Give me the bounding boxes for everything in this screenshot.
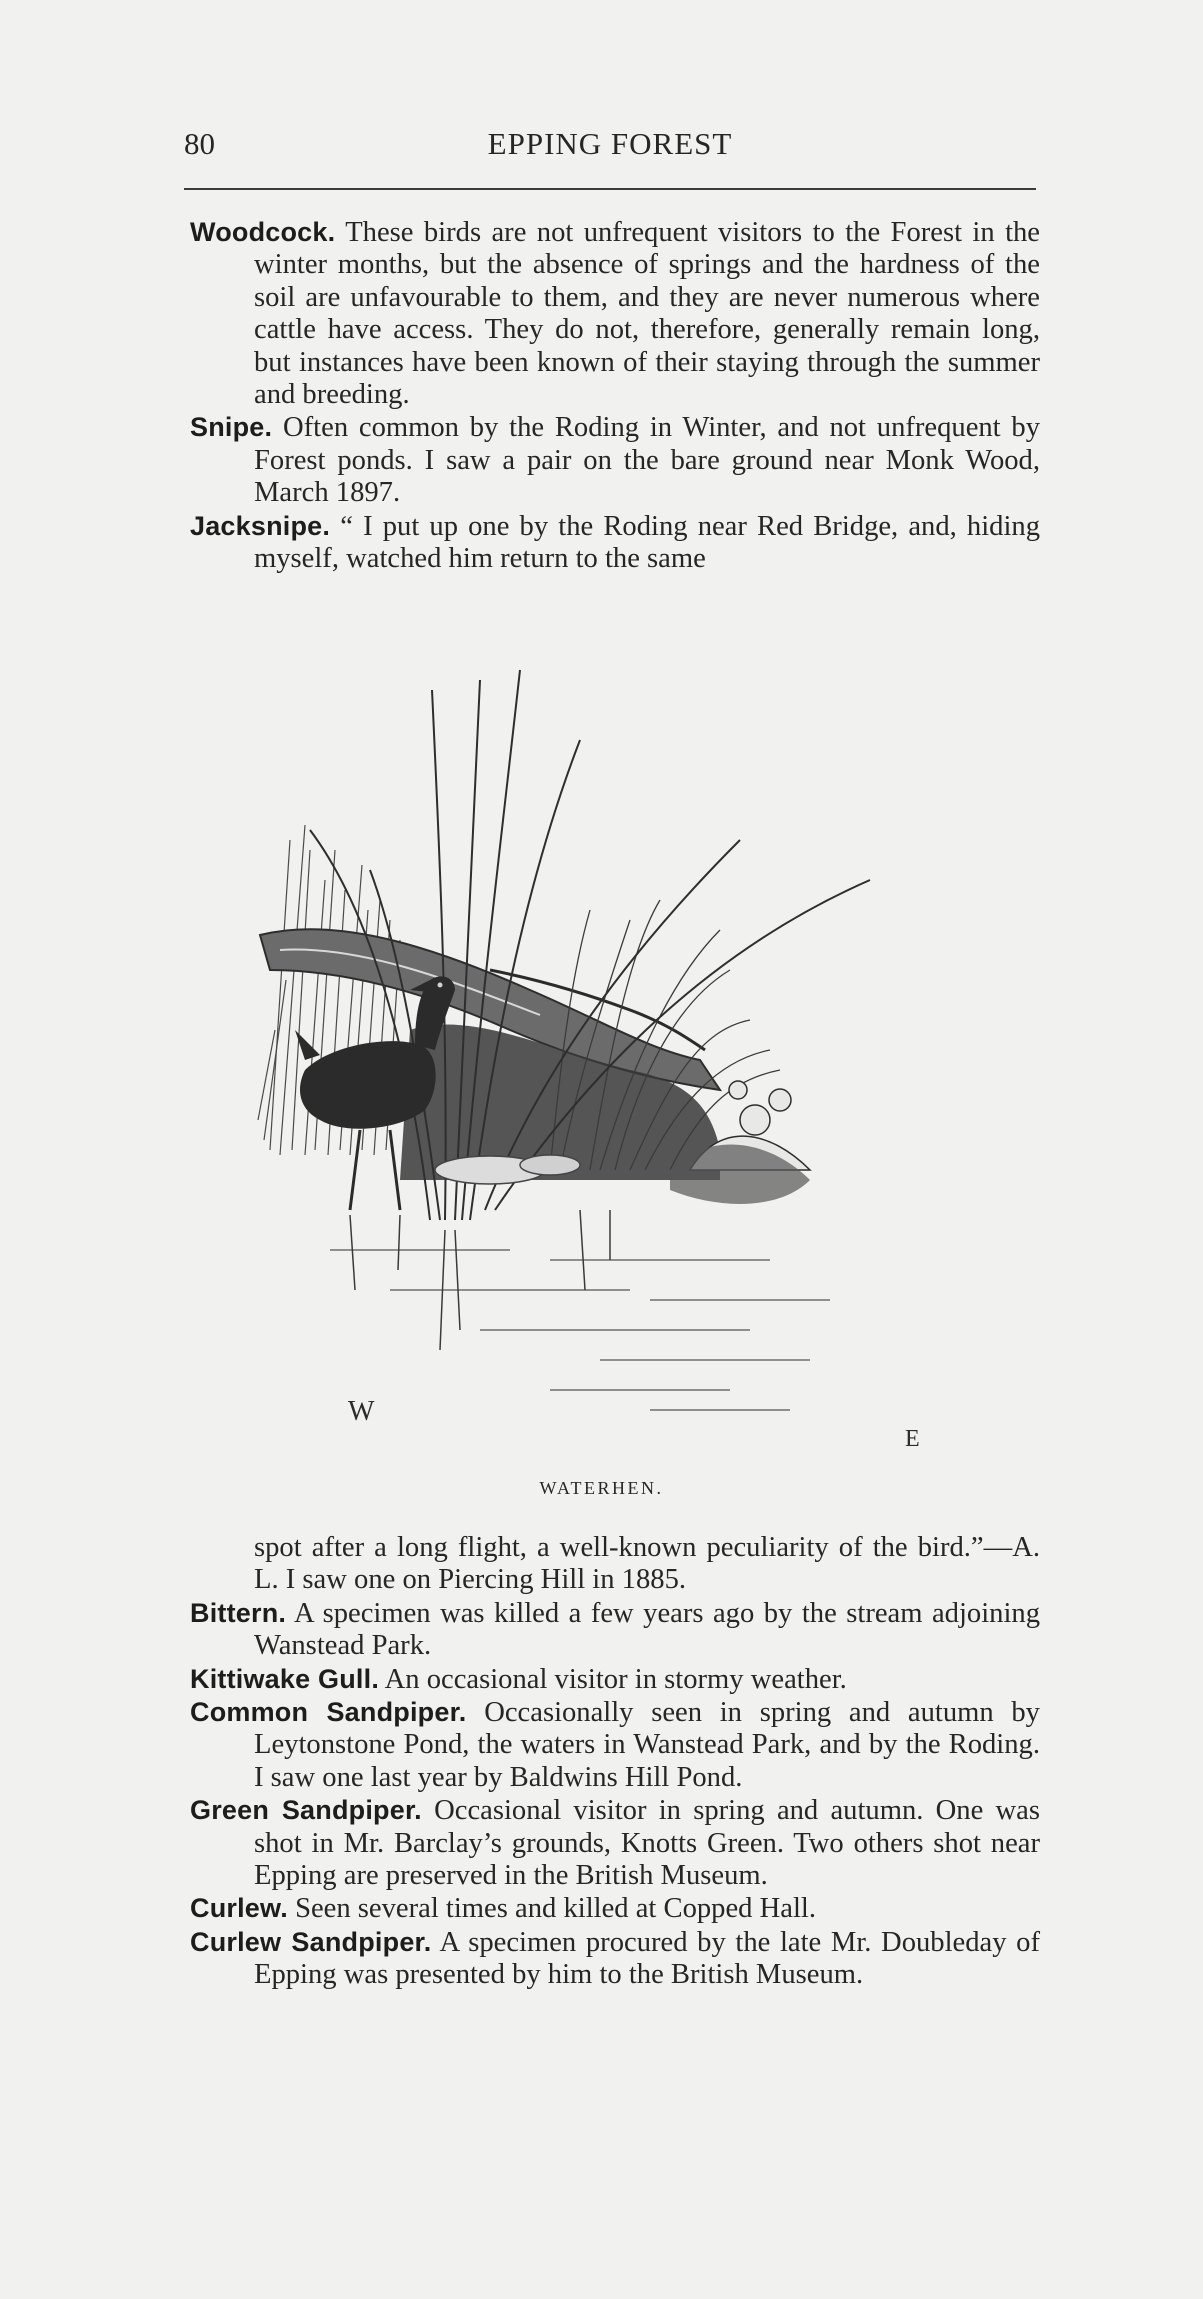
- running-title: EPPING FOREST: [487, 126, 733, 161]
- entry-term: Bittern.: [190, 1597, 287, 1628]
- entry-text: These birds are not unfrequent visitors to the Forest in the winter months, but the absence of springs and the hardness of the soil are unfavourable to them, and they are never numerous where cattle have access. They do not, therefore, generally remain long, but instances have been known of their staying through the summer and breeding.: [254, 217, 1040, 411]
- entry-text: Often common by the Roding in Winter, and not unfrequent by Forest ponds. I saw a pair on the bare ground near Monk Wood, March 1897.: [254, 412, 1041, 509]
- entry-term: Green Sandpiper.: [190, 1795, 422, 1826]
- entry-text: spot after a long flight, a well-known peculiarity of the bird.”—A. L. I saw one on Piercing Hill in 1885.: [254, 1532, 1040, 1596]
- svg-text:W: W: [348, 1396, 375, 1427]
- entry-jacksnipe: [190, 510, 1040, 576]
- entry-bittern: [190, 1597, 1040, 1663]
- header-rule: [184, 188, 1036, 190]
- entry-term: Curlew Sandpiper.: [190, 1926, 432, 1957]
- entry-text: A specimen was killed a few years ago by the stream adjoining Wanstead Park.: [254, 1597, 1040, 1662]
- entry-term: Woodcock.: [190, 217, 336, 247]
- entry-curlew-sandpiper: [190, 1926, 1040, 1992]
- entry-term: Jacksnipe.: [190, 510, 331, 541]
- waterhen-illustration: [250, 650, 980, 1470]
- entry-text: A specimen procured by the late Mr. Doubleday of Epping was presented by him to the British Museum.: [254, 1926, 1040, 1991]
- entry-term: Common Sandpiper.: [190, 1697, 467, 1728]
- page-number: 80: [184, 126, 215, 161]
- entry-term: Curlew.: [190, 1893, 288, 1924]
- entry-curlew: [190, 1892, 1040, 1925]
- entry-text: Occasional visitor in spring and autumn. One was shot in Mr. Barclay’s grounds, Knotts Green. Two others shot near Epping are preserved in the British Museum.: [254, 1795, 1040, 1892]
- entries-bottom: [190, 1532, 1040, 1992]
- entry-term: Kittiwake Gull.: [190, 1663, 380, 1694]
- entries-top: [190, 216, 1040, 575]
- entry-text: Seen several times and killed at Copped Hall.: [295, 1893, 816, 1925]
- entry-term: Snipe.: [190, 412, 273, 443]
- figure-caption: WATERHEN.: [539, 1478, 664, 1498]
- entry-green-sandpiper: [190, 1794, 1040, 1892]
- entry-woodcock: [190, 216, 1040, 411]
- running-head: [184, 126, 1036, 170]
- svg-text:E: E: [905, 1426, 920, 1452]
- entry-text: Occasionally seen in spring and autumn by Leytonstone Pond, the waters in Wanstead Park, and by the Roding. I saw one last year by Baldwins Hill Pond.: [254, 1697, 1040, 1793]
- entry-kittiwake-gull: [190, 1663, 1040, 1696]
- entry-text: “ I put up one by the Roding near Red Bridge, and, hiding myself, watched him return to the same: [254, 510, 1040, 575]
- entry-common-sandpiper: [190, 1696, 1040, 1794]
- continuation-text: [190, 1532, 1040, 1597]
- entry-text: An occasional visitor in stormy weather.: [384, 1663, 847, 1695]
- entry-snipe: [190, 411, 1040, 509]
